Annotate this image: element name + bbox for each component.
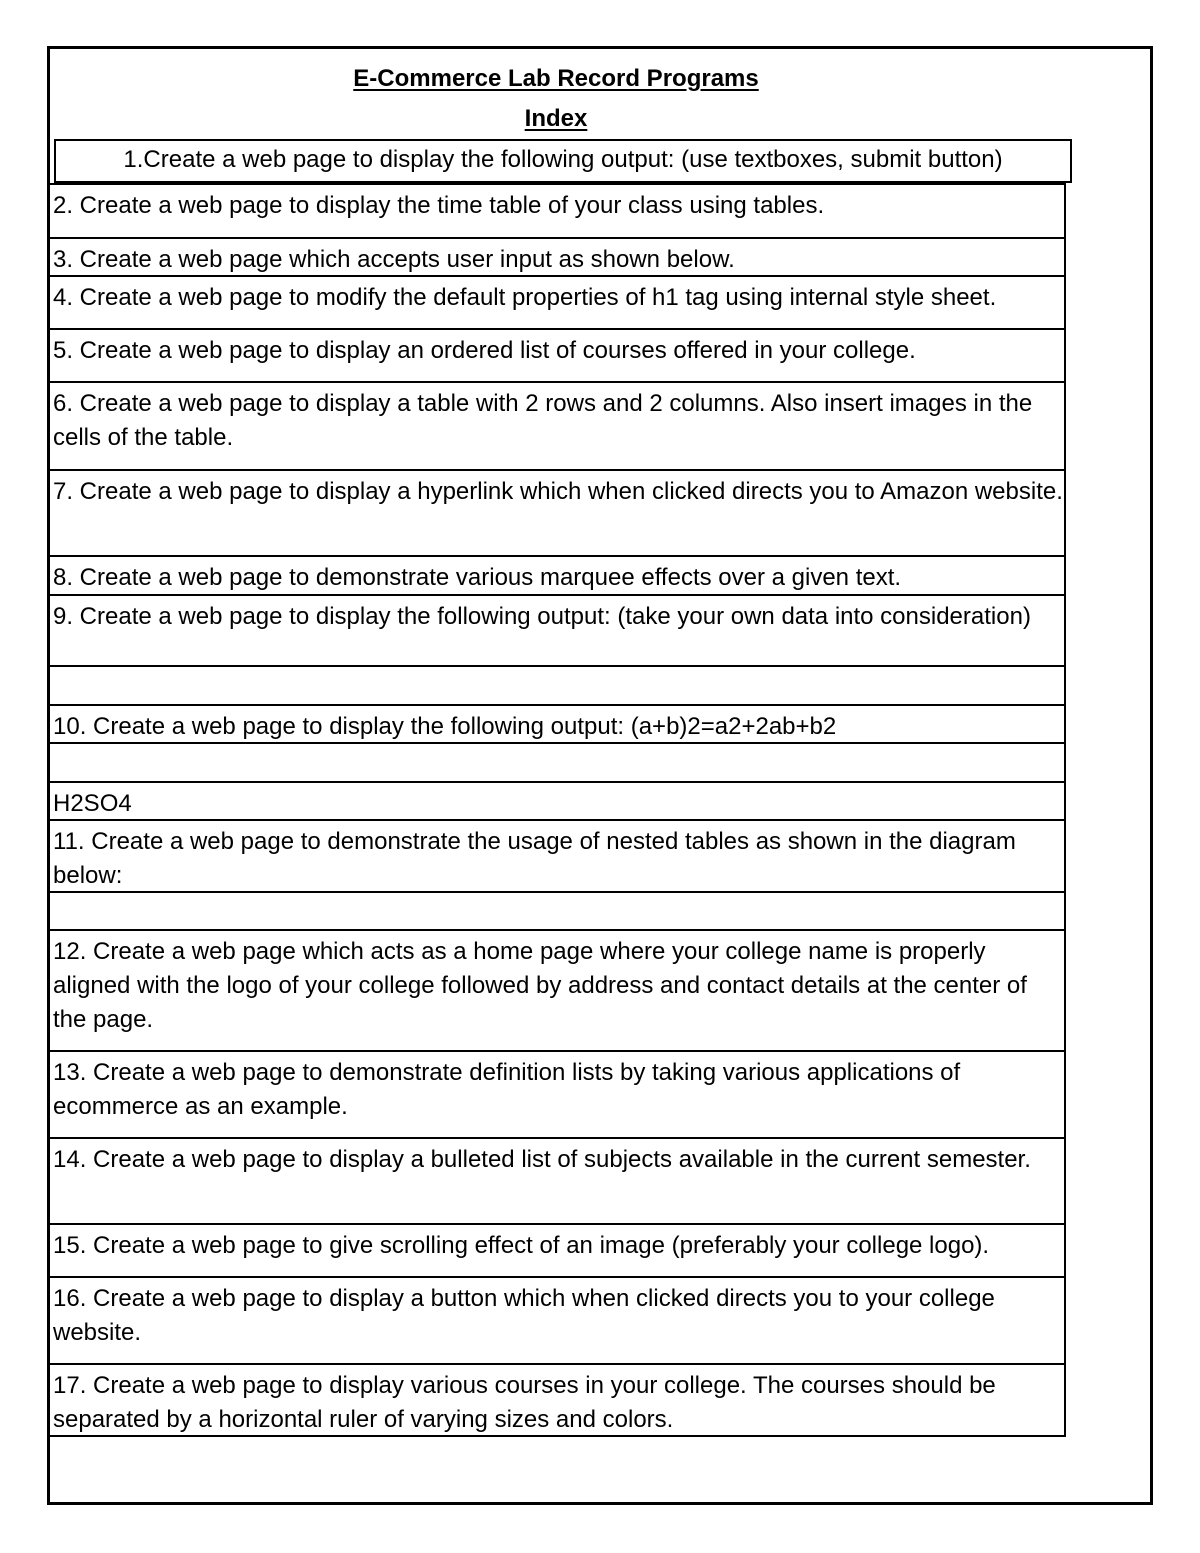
program-row-5: 5. Create a web page to display an ordered list of courses offered in your college. [47, 330, 1066, 383]
program-row-4: 4. Create a web page to modify the default properties of h1 tag using internal style sheet. [47, 277, 1066, 330]
program-row-16: 16. Create a web page to display a button which when clicked directs you to your college website. [47, 1278, 1066, 1365]
program-row-14: 14. Create a web page to display a bulleted list of subjects available in the current semester. [47, 1139, 1066, 1225]
program-row-2: 2. Create a web page to display the time table of your class using tables. [47, 185, 1066, 239]
blank-row [47, 744, 1066, 783]
program-row-12: 12. Create a web page which acts as a home page where your college name is properly aligned with the logo of your college followed by address and contact details at the center of the page. [47, 931, 1066, 1052]
formula-row: H2SO4 [47, 783, 1066, 821]
program-row-8: 8. Create a web page to demonstrate various marquee effects over a given text. [47, 557, 1066, 596]
program-row-11: 11. Create a web page to demonstrate the usage of nested tables as shown in the diagram below: [47, 821, 1066, 893]
index-heading: Index [524, 105, 588, 132]
program-row-10: 10. Create a web page to display the following output: (a+b)2=a2+2ab+b2 [47, 706, 1066, 744]
program-row-7: 7. Create a web page to display a hyperlink which when clicked directs you to Amazon website. [47, 471, 1066, 557]
program-row-6: 6. Create a web page to display a table with 2 rows and 2 columns. Also insert images in the cells of the table. [47, 383, 1066, 471]
program-row-9: 9. Create a web page to display the following output: (take your own data into consideration) [47, 596, 1066, 667]
programs-table [47, 183, 1066, 1437]
program-row-13: 13. Create a web page to demonstrate definition lists by taking various applications of ecommerce as an example. [47, 1052, 1066, 1139]
blank-row [47, 667, 1066, 706]
program-row-3: 3. Create a web page which accepts user input as shown below. [47, 239, 1066, 277]
program-row-1: 1.Create a web page to display the following output: (use textboxes, submit button) [54, 139, 1072, 183]
blank-row [47, 893, 1066, 931]
program-row-15: 15. Create a web page to give scrolling effect of an image (preferably your college logo). [47, 1225, 1066, 1278]
document-title: E-Commerce Lab Record Programs [353, 65, 759, 92]
program-row-17: 17. Create a web page to display various courses in your college. The courses should be separated by a horizontal ruler of varying sizes and colors. [47, 1365, 1066, 1437]
